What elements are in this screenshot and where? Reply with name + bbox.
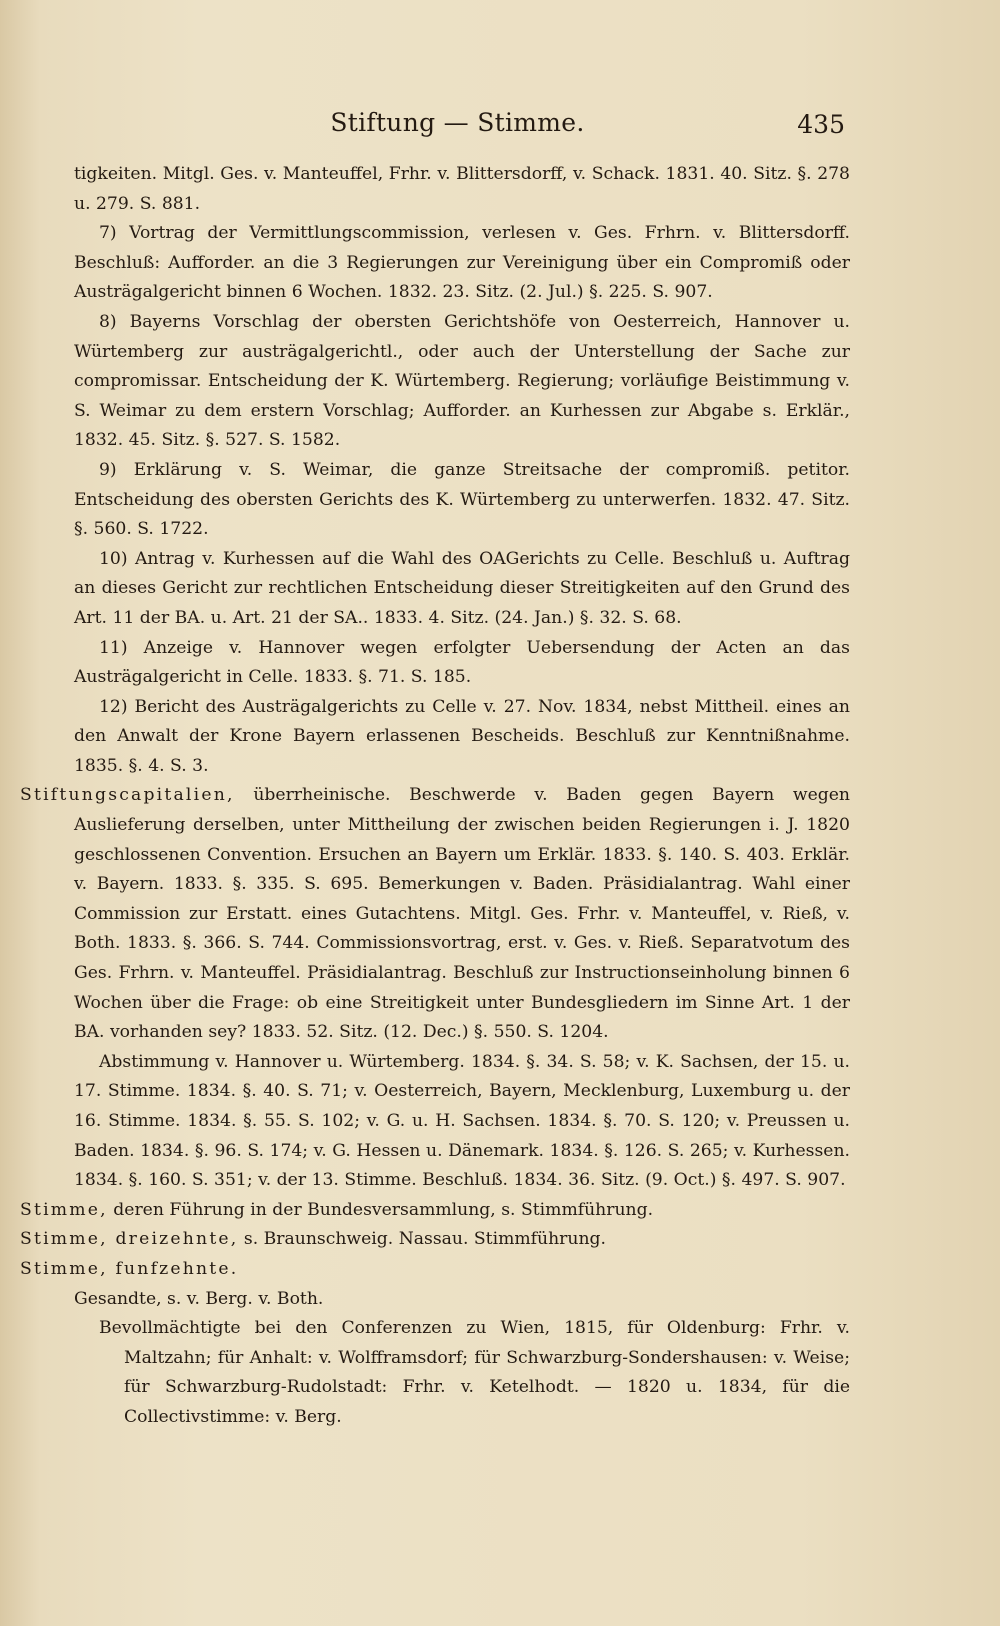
index-paragraph: 7) Vortrag der Vermittlungscommission, verlesen v. Ges. Frhrn. v. Blittersdorff. Beschluß: Aufforder. an die 3 Regierungen zur Vereinigung über ein Compromiß oder Austrägalgericht binnen 6 Wochen. 1832. 23. Sitz. (2. Jul.) §. 225. S. 907. <box>74 223 850 303</box>
index-entry: Stimme, deren Führung in der Bundesversammlung, s. Stimmführung. <box>20 1199 654 1220</box>
index-paragraph: 12) Bericht des Austrägalgerichts zu Celle v. 27. Nov. 1834, nebst Mittheil. eines an den Anwalt der Krone Bayern erlassenen Bescheids. Beschluß zur Kenntnißnahme. 1835. §. 4. S. 3. <box>74 696 850 776</box>
index-paragraph: 11) Anzeige v. Hannover wegen erfolgter Uebersendung der Acten an das Austrägalgericht in Celle. 1833. §. 71. S. 185. <box>74 637 850 688</box>
page-number: 435 <box>797 110 845 139</box>
running-title: Stiftung — Stimme. <box>330 108 585 137</box>
entry-keyword: Stimme, dreizehnte, <box>20 1229 239 1250</box>
index-paragraph: tigkeiten. Mitgl. Ges. v. Manteuffel, Frhr. v. Blittersdorff, v. Schack. 1831. 40. Sitz. §. 278 u. 279. S. 881. <box>74 164 850 214</box>
entry-keyword: Stimme, <box>20 1199 108 1220</box>
index-paragraph: Bevollmächtigte bei den Conferenzen zu Wien, 1815, für Oldenburg: Frhr. v. Maltzahn; für Anhalt: v. Wolfframsdorf; für Schwarzburg-Sondershausen: v. Weise; für Schwarzburg-Rudolstadt: Frhr. v. Ketelhodt. — 1820 u. 1834, für die Collectivstimme: v. Berg. <box>99 1318 850 1427</box>
page-header <box>70 108 845 148</box>
index-paragraph: 8) Bayerns Vorschlag der obersten Gerichtshöfe von Oesterreich, Hannover u. Würtemberg zur austrägalgerichtl., oder auch der Unterstellung der Sache zur compromissar. Entscheidung der K. Würtemberg. Regierung; vorläufige Beistimmung v. S. Weimar zu dem erstern Vorschlag; Aufforder. an Kurhessen zur Abgabe s. Erklär., 1832. 45. Sitz. §. 527. S. 1582. <box>74 311 850 451</box>
index-entry <box>20 1255 850 1285</box>
index-paragraph: Gesandte, s. v. Berg. v. Both. <box>74 1288 324 1309</box>
index-paragraph: Abstimmung v. Hannover u. Würtemberg. 1834. §. 34. S. 58; v. K. Sachsen, der 15. u. 17. Stimme. 1834. §. 40. S. 71; v. Oesterreich, Bayern, Mecklenburg, Luxemburg u. der 16. Stimme. 1834. §. 55. S. 102; v. G. u. H. Sachsen. 1834. §. 70. S. 120; v. Preussen u. Baden. 1834. §. 96. S. 174; v. G. Hessen u. Dänemark. 1834. §. 126. S. 265; v. Kurhessen. 1834. §. 160. S. 351; v. der 13. Stimme. Beschluß. 1834. 36. Sitz. (9. Oct.) §. 497. S. 907. <box>74 1051 850 1191</box>
index-paragraph: 10) Antrag v. Kurhessen auf die Wahl des OAGerichts zu Celle. Beschluß u. Auftrag an dieses Gericht zur rechtlichen Entscheidung dieser Streitigkeiten auf den Grund des Art. 11 der BA. u. Art. 21 der SA.. 1833. 4. Sitz. (24. Jan.) §. 32. S. 68. <box>74 548 850 628</box>
entry-keyword: Stiftungscapitalien, <box>20 785 235 806</box>
index-entry: Stimme, dreizehnte, s. Braunschweig. Nassau. Stimmführung. <box>20 1229 607 1250</box>
index-text <box>20 160 850 1433</box>
index-entry: Stiftungscapitalien, überrheinische. Beschwerde v. Baden gegen Bayern wegen Auslieferung derselben, unter Mittheilung der zwischen beiden Regierungen i. J. 1820 geschlossenen Convention. Ersuchen an Bayern um Erklär. 1833. §. 140. S. 403. Erklär. v. Bayern. 1833. §. 335. S. 695. Bemerkungen v. Baden. Präsidialantrag. Wahl einer Commission zur Erstatt. eines Gutachtens. Mitgl. Ges. Frhr. v. Manteuffel, v. Rieß, v. Both. 1833. §. 366. S. 744. Commissionsvortrag, erst. v. Ges. v. Rieß. Separatvotum des Ges. Frhrn. v. Manteuffel. Präsidialantrag. Beschluß zur Instructionseinholung binnen 6 Wochen über die Frage: ob eine Streitigkeit unter Bundesgliedern im Sinne Art. 1 der BA. vorhanden sey? 1833. 52. Sitz. (12. Dec.) §. 550. S. 1204. <box>20 785 850 1043</box>
entry-keyword: Stimme, funfzehnte. <box>20 1258 239 1279</box>
index-paragraph: 9) Erklärung v. S. Weimar, die ganze Streitsache der compromiß. petitor. Entscheidung des obersten Gerichts des K. Würtemberg zu unterwerfen. 1832. 47. Sitz. §. 560. S. 1722. <box>74 459 850 540</box>
